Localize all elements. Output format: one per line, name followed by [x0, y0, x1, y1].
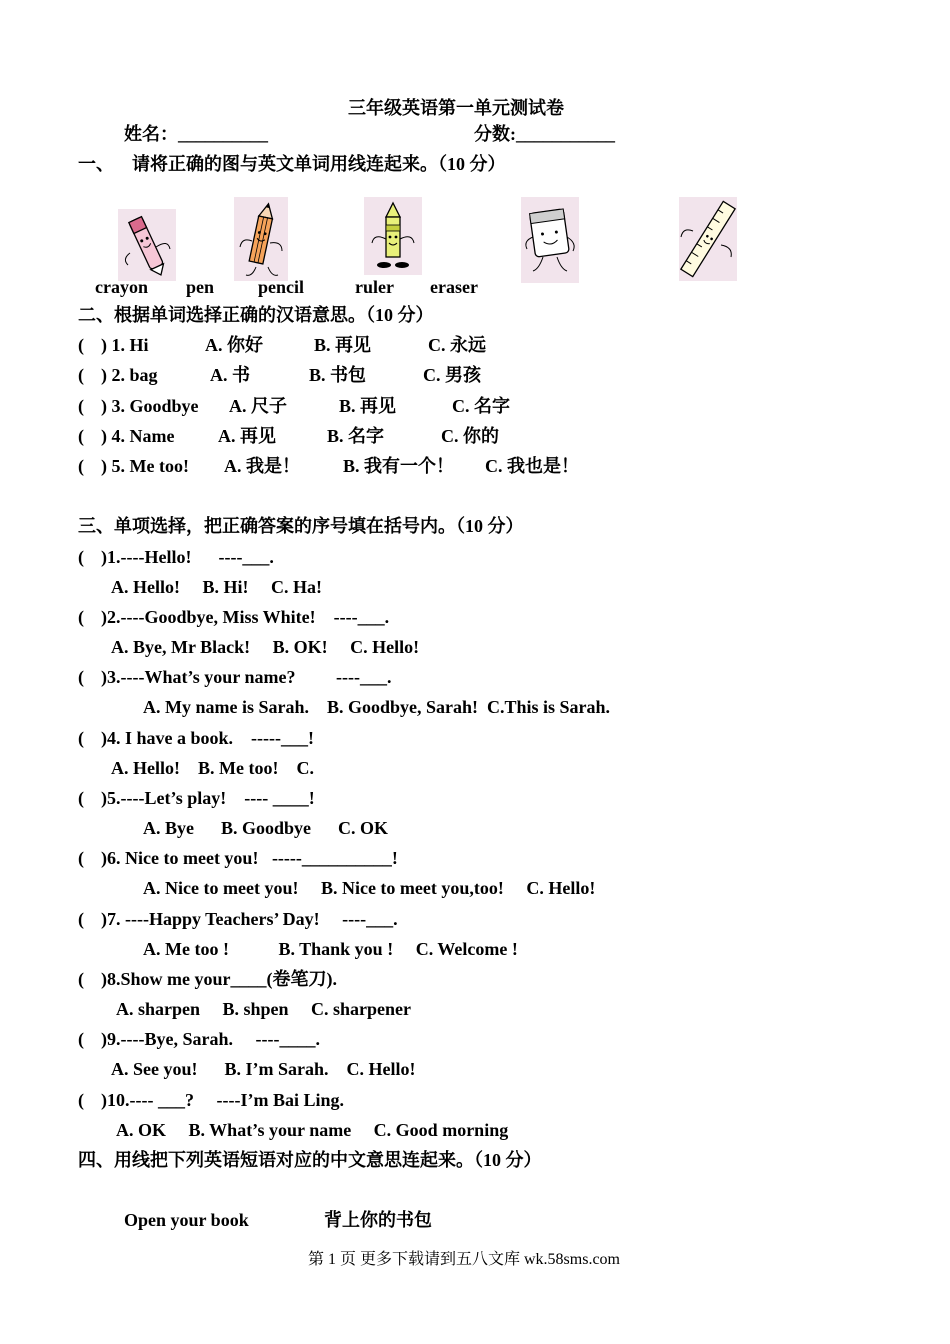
word-ruler: ruler [355, 277, 394, 297]
eraser-icon [521, 197, 579, 283]
answer-paren: ( [78, 848, 84, 868]
word-pen: pen [186, 277, 215, 297]
options-text: A. Hello! B. Hi! C. Ha! [111, 577, 322, 597]
question-text: )1.----Hello! ----___. [101, 547, 274, 567]
option-a: A. 我是！ [224, 456, 300, 476]
answer-paren: ( [78, 1029, 84, 1049]
question-text: )2.----Goodbye, Miss White! ----___. [101, 607, 390, 627]
score-field: 分数:___________ [474, 124, 615, 144]
crayon-icon [364, 197, 422, 275]
eraser-picture [521, 197, 579, 283]
question-text: )5.----Let’s play! ---- ____! [101, 788, 315, 808]
option-a: A. 你好 [205, 335, 263, 355]
question-text: )6. Nice to meet you! -----__________! [101, 848, 398, 868]
option-c: C. 我也是！ [485, 456, 579, 476]
option-b: B. 再见 [339, 396, 397, 416]
pen-picture [118, 209, 176, 281]
option-c: C. 名字 [452, 396, 510, 416]
options-text: A. Nice to meet you! B. Nice to meet you,too! C. Hello! [143, 878, 596, 898]
word-pencil: pencil [258, 277, 305, 297]
name-field: 姓名：__________ [124, 124, 268, 144]
question-text: )7. ----Happy Teachers’ Day! ----___. [101, 909, 398, 929]
page-title: 三年级英语第一单元测试卷 [348, 98, 564, 118]
options-text: A. sharpen B. shpen C. sharpener [116, 999, 412, 1019]
phrase-chinese: 背上你的书包 [324, 1210, 432, 1230]
answer-paren: ( [78, 607, 84, 627]
option-b: B. 我有一个！ [343, 456, 455, 476]
answer-paren: ( [78, 788, 84, 808]
options-text: A. My name is Sarah. B. Goodbye, Sarah! C.This is Sarah. [143, 697, 611, 717]
answer-paren: ( [78, 547, 84, 567]
crayon-picture [364, 197, 422, 275]
ruler-picture [679, 197, 737, 281]
option-b: B. 名字 [327, 426, 385, 446]
pencil-icon [234, 197, 288, 281]
question-stem: ) 3. Goodbye [101, 396, 199, 416]
word-eraser: eraser [430, 277, 478, 297]
pen-icon [118, 209, 176, 281]
question-text: )9.----Bye, Sarah. ----____. [101, 1029, 320, 1049]
answer-paren: ( [78, 969, 84, 989]
question-text: )4. I have a book. -----___! [101, 728, 314, 748]
options-text: A. Me too ! B. Thank you ! C. Welcome ! [143, 939, 518, 959]
answer-paren: ( [78, 396, 84, 416]
option-c: C. 男孩 [423, 365, 481, 385]
option-c: C. 永远 [428, 335, 486, 355]
answer-paren: ( [78, 667, 84, 687]
option-a: A. 尺子 [229, 396, 287, 416]
answer-paren: ( [78, 365, 84, 385]
options-text: A. See you! B. I’m Sarah. C. Hello! [111, 1059, 416, 1079]
ruler-icon [679, 197, 737, 281]
options-text: A. OK B. What’s your name C. Good morning [116, 1120, 509, 1140]
options-text: A. Bye B. Goodbye C. OK [143, 818, 389, 838]
section3-heading: 三、单项选择，把正确答案的序号填在括号内。（10 分） [78, 516, 524, 536]
answer-paren: ( [78, 728, 84, 748]
section1-heading: 一、 请将正确的图与英文单词用线连起来。（10 分） [78, 154, 506, 174]
answer-paren: ( [78, 909, 84, 929]
option-c: C. 你的 [441, 426, 499, 446]
section2-heading: 二、根据单词选择正确的汉语意思。（10 分） [78, 305, 434, 325]
word-crayon: crayon [95, 277, 148, 297]
answer-paren: ( [78, 426, 84, 446]
answer-paren: ( [78, 335, 84, 355]
pencil-picture [234, 197, 288, 281]
section4-heading: 四、用线把下列英语短语对应的中文意思连起来。（10 分） [78, 1150, 542, 1170]
question-stem: ) 4. Name [101, 426, 175, 446]
question-text: )10.---- ___? ----I’m Bai Ling. [101, 1090, 344, 1110]
phrase-english: Open your book [124, 1210, 249, 1230]
question-text: )3.----What’s your name? ----___. [101, 667, 392, 687]
options-text: A. Hello! B. Me too! C. [111, 758, 314, 778]
option-b: B. 书包 [309, 365, 367, 385]
question-stem: ) 5. Me too! [101, 456, 189, 476]
answer-paren: ( [78, 1090, 84, 1110]
question-stem: ) 2. bag [101, 365, 158, 385]
option-a: A. 再见 [218, 426, 276, 446]
options-text: A. Bye, Mr Black! B. OK! C. Hello! [111, 637, 420, 657]
option-b: B. 再见 [314, 335, 372, 355]
page-footer: 第 1 页 更多下载请到五八文库 wk.58sms.com [308, 1251, 621, 1268]
option-a: A. 书 [210, 365, 250, 385]
question-stem: ) 1. Hi [101, 335, 149, 355]
answer-paren: ( [78, 456, 84, 476]
question-text: )8.Show me your____(卷笔刀). [101, 969, 337, 989]
